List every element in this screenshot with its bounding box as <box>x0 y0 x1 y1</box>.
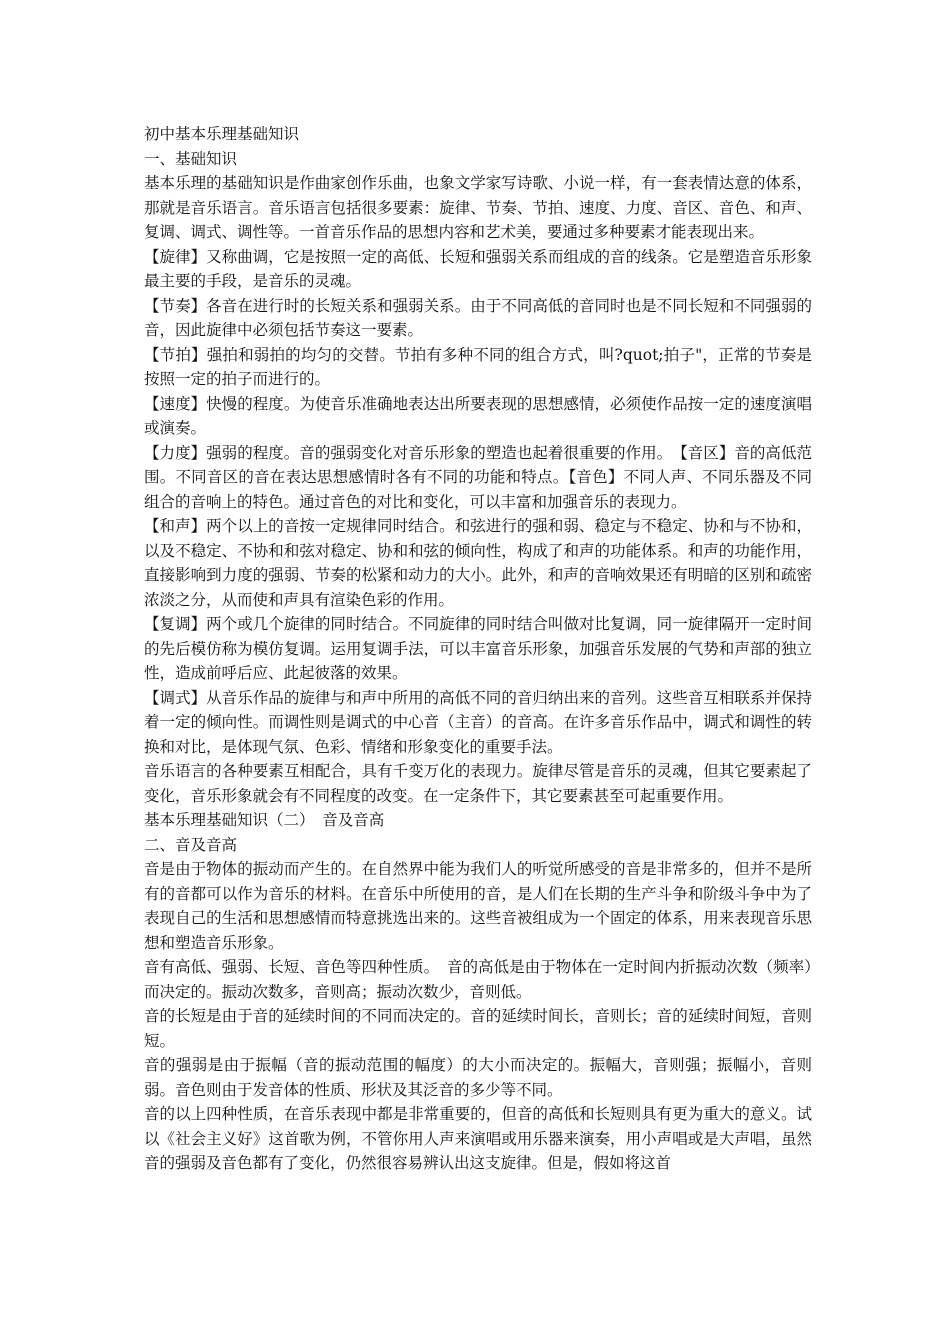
paragraph-four-properties: 音有高低、强弱、长短、音色等四种性质。 音的高低是由于物体在一定时间内折振动次数（频率）而决定的。振动次数多，音则高；振动次数少，音则低。 <box>144 958 812 1001</box>
paragraph-melody: 【旋律】又称曲调，它是按照一定的高低、长短和强弱关系而组成的音的线条。它是塑造音乐形象最主要的手段，是音乐的灵魂。 <box>144 247 812 290</box>
section-heading-basics: 一、基础知识 <box>144 149 238 168</box>
paragraph-meter: 【节拍】强拍和弱拍的均匀的交替。节拍有多种不同的组合方式，叫?quot;拍子"，正常的节奏是按照一定的拍子而进行的。 <box>144 345 812 388</box>
paragraph-dynamics-register-timbre: 【力度】强弱的程度。音的强弱变化对音乐形象的塑造也起着很重要的作用。 【音区】音的高低范围。不同音区的音在表达思想感情时各有不同的功能和特点。【音色】不同人声、不同乐器及不同组合的音响上的特色。通过音色的对比和变化，可以丰富和加强音乐的表现力。 <box>144 443 812 511</box>
paragraph-importance: 音的以上四种性质，在音乐表现中都是非常重要的，但音的高低和长短则具有更为重大的意义。试以《社会主义好》这首歌为例，不管你用人声来演唱或用乐器来演奏，用小声唱或是大声唱，虽然音的强弱及音色都有了变化，仍然很容易辨认出这支旋律。但是，假如将这首 <box>144 1105 812 1172</box>
section-heading-pitch: 二、音及音高 <box>144 835 238 854</box>
paragraph-sound-origin: 音是由于物体的振动而产生的。在自然界中能为我们人的听觉所感受的音是非常多的，但并不是所有的音都可以作为音乐的材料。在音乐中所使用的音，是人们在长期的生产斗争和阶级斗争中为了表现自己的生活和思想感情而特意挑选出来的。这些音被组成为一个固定的体系，用来表现音乐思想和塑造音乐形象。 <box>144 860 812 952</box>
paragraph-intro: 基本乐理的基础知识是作曲家创作乐曲，也象文学家写诗歌、小说一样，有一套表情达意的体系，那就是音乐语言。音乐语言包括很多要素：旋律、节奏、节拍、速度、力度、音区、音色、和声、复调、调式、调性等。一首音乐作品的思想内容和艺术美，要通过多种要素才能表现出来。 <box>144 174 812 241</box>
paragraph-polyphony: 【复调】两个或几个旋律的同时结合。不同旋律的同时结合叫做对比复调，同一旋律隔开一定时间的先后模仿称为模仿复调。运用复调手法，可以丰富音乐形象，加强音乐发展的气势和声部的独立性，造成前呼后应、此起彼落的效果。 <box>144 615 812 682</box>
document-body <box>144 122 812 1176</box>
paragraph-harmony: 【和声】两个以上的音按一定规律同时结合。和弦进行的强和弱、稳定与不稳定、协和与不协和，以及不稳定、不协和和弦对稳定、协和和弦的倾向性，构成了和声的功能体系。和声的功能作用，直接影响到力度的强弱、节奏的松紧和动力的大小。此外，和声的音响效果还有明暗的区别和疏密浓淡之分，从而使和声具有渲染色彩的作用。 <box>144 517 812 609</box>
paragraph-intensity: 音的强弱是由于振幅（音的振动范围的幅度）的大小而决定的。振幅大，音则强；振幅小，音则弱。音色则由于发音体的性质、形状及其泛音的多少等不同。 <box>144 1056 812 1099</box>
paragraph-mode: 【调式】从音乐作品的旋律与和声中所用的高低不同的音归纳出来的音列。这些音互相联系并保持着一定的倾向性。而调性则是调式的中心音（主音）的音高。在许多音乐作品中，调式和调性的转换和对比，是体现气氛、色彩、情绪和形象变化的重要手法。 <box>144 688 812 756</box>
paragraph-tempo: 【速度】快慢的程度。为使音乐准确地表达出所要表现的思想感情，必须使作品按一定的速度演唱或演奏。 <box>144 394 812 437</box>
paragraph-rhythm: 【节奏】各音在进行时的长短关系和强弱关系。由于不同高低的音同时也是不同长短和不同强弱的音，因此旋律中必须包括节奏这一要素。 <box>144 296 812 339</box>
paragraph-summary: 音乐语言的各种要素互相配合，具有千变万化的表现力。旋律尽管是音乐的灵魂，但其它要素起了变化，音乐形象就会有不同程度的改变。在一定条件下，其它要素甚至可起重要作用。 <box>144 762 812 805</box>
part-two-title: 基本乐理基础知识（二） 音及音高 <box>144 811 385 829</box>
document-title: 初中基本乐理基础知识 <box>144 125 300 143</box>
paragraph-duration: 音的长短是由于音的延续时间的不同而决定的。音的延续时间长，音则长；音的延续时间短，音则短。 <box>144 1007 812 1050</box>
